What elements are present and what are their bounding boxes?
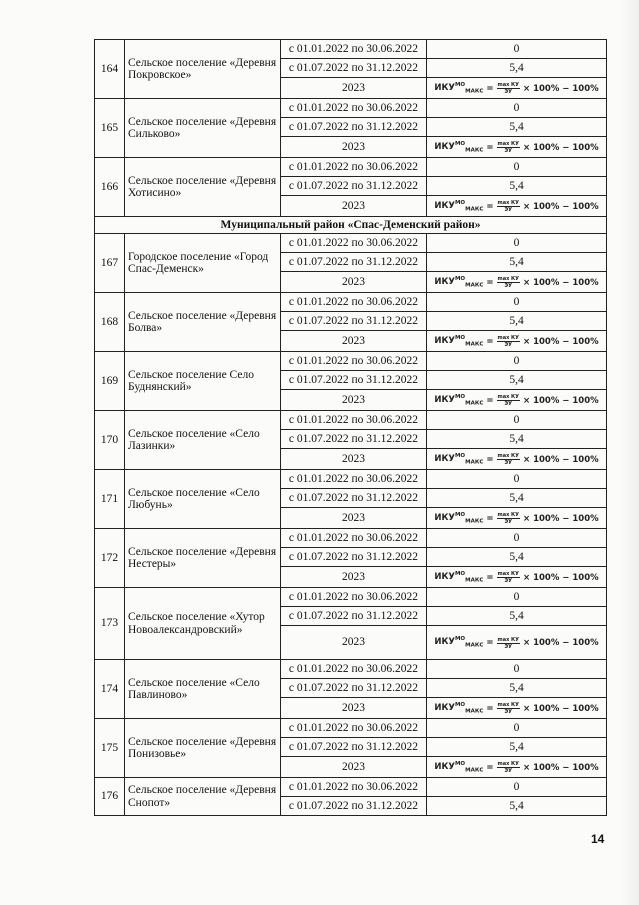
formula-rhs: × 100% − 100% bbox=[523, 83, 599, 94]
settlement-name: Сельское поселение «Деревня Хотисино» bbox=[125, 158, 281, 217]
formula-numerator: max КУ bbox=[497, 636, 519, 643]
formula-lhs-sup: МО bbox=[454, 334, 466, 341]
formula-lhs bbox=[434, 513, 483, 525]
value-first-half: 0 bbox=[427, 411, 607, 430]
row-number: 174 bbox=[95, 660, 125, 719]
value-first-half: 0 bbox=[427, 158, 607, 177]
formula-equals: = bbox=[486, 142, 494, 153]
row-number: 171 bbox=[95, 470, 125, 529]
formula-denominator: ЭУ bbox=[504, 401, 513, 408]
year-cell: 2023 bbox=[281, 449, 427, 470]
formula-lhs-symbol: ИКУ bbox=[434, 394, 455, 405]
formula-rhs: × 100% − 100% bbox=[523, 638, 599, 649]
period-second-half: с 01.07.2022 по 31.12.2022 bbox=[281, 177, 427, 196]
table-row bbox=[95, 40, 607, 59]
period-first-half: с 01.01.2022 по 30.06.2022 bbox=[281, 352, 427, 371]
formula-rhs: × 100% − 100% bbox=[523, 703, 599, 714]
formula-rhs: × 100% − 100% bbox=[523, 572, 599, 583]
formula-denominator: ЭУ bbox=[504, 709, 513, 716]
value-second-half: 5,4 bbox=[427, 371, 607, 390]
formula-cell bbox=[427, 390, 607, 411]
formula-lhs-symbol: ИКУ bbox=[434, 82, 455, 93]
formula-fraction bbox=[497, 571, 521, 584]
period-first-half: с 01.01.2022 по 30.06.2022 bbox=[281, 588, 427, 607]
index-formula bbox=[434, 141, 598, 154]
formula-denominator: ЭУ bbox=[504, 643, 513, 650]
period-second-half: с 01.07.2022 по 31.12.2022 bbox=[281, 679, 427, 698]
period-second-half: с 01.07.2022 по 31.12.2022 bbox=[281, 371, 427, 390]
formula-numerator: max КУ bbox=[497, 571, 519, 578]
formula-fraction bbox=[497, 453, 521, 466]
index-formula bbox=[434, 637, 598, 650]
formula-lhs bbox=[434, 142, 483, 154]
period-first-half: с 01.01.2022 по 30.06.2022 bbox=[281, 719, 427, 738]
formula-lhs-symbol: ИКУ bbox=[434, 512, 455, 523]
formula-lhs bbox=[434, 572, 483, 584]
formula-numerator: max КУ bbox=[497, 394, 519, 401]
formula-rhs: × 100% − 100% bbox=[523, 277, 599, 288]
settlement-name: Сельское поселение «Деревня Нестеры» bbox=[125, 529, 281, 588]
formula-cell bbox=[427, 757, 607, 778]
formula-lhs-sup: МО bbox=[454, 199, 466, 206]
period-first-half: с 01.01.2022 по 30.06.2022 bbox=[281, 529, 427, 548]
row-number: 164 bbox=[95, 40, 125, 99]
settlement-name: Сельское поселение Село Буднянский» bbox=[125, 352, 281, 411]
year-cell: 2023 bbox=[281, 567, 427, 588]
period-second-half: с 01.07.2022 по 31.12.2022 bbox=[281, 430, 427, 449]
formula-fraction bbox=[497, 276, 521, 289]
row-number: 172 bbox=[95, 529, 125, 588]
formula-fraction bbox=[497, 637, 521, 650]
period-second-half: с 01.07.2022 по 31.12.2022 bbox=[281, 607, 427, 626]
formula-lhs-sub: МАКС bbox=[465, 400, 484, 407]
table-row bbox=[95, 293, 607, 312]
formula-numerator: max КУ bbox=[497, 453, 519, 460]
settlement-name: Сельское поселение «Деревня Снопот» bbox=[125, 778, 281, 816]
formula-fraction bbox=[497, 394, 521, 407]
formula-cell bbox=[427, 331, 607, 352]
table-row bbox=[95, 778, 607, 797]
formula-equals: = bbox=[486, 703, 494, 714]
row-number: 175 bbox=[95, 719, 125, 778]
index-formula bbox=[434, 702, 598, 715]
formula-equals: = bbox=[486, 572, 494, 583]
formula-equals: = bbox=[486, 395, 494, 406]
table-row bbox=[95, 588, 607, 607]
formula-lhs-sup: МО bbox=[454, 275, 466, 282]
settlement-name: Сельское поселение «Село Любунь» bbox=[125, 470, 281, 529]
year-cell: 2023 bbox=[281, 272, 427, 293]
formula-lhs bbox=[434, 336, 483, 348]
formula-equals: = bbox=[486, 336, 494, 347]
period-second-half: с 01.07.2022 по 31.12.2022 bbox=[281, 59, 427, 78]
table-row bbox=[95, 411, 607, 430]
value-first-half: 0 bbox=[427, 719, 607, 738]
index-formula bbox=[434, 82, 598, 95]
period-second-half: с 01.07.2022 по 31.12.2022 bbox=[281, 253, 427, 272]
row-number: 167 bbox=[95, 234, 125, 293]
formula-denominator: ЭУ bbox=[504, 148, 513, 155]
formula-fraction bbox=[497, 512, 521, 525]
formula-numerator: max КУ bbox=[497, 512, 519, 519]
formula-lhs-sub: МАКС bbox=[465, 642, 484, 649]
table-row bbox=[95, 234, 607, 253]
year-cell: 2023 bbox=[281, 626, 427, 660]
period-second-half: с 01.07.2022 по 31.12.2022 bbox=[281, 738, 427, 757]
value-second-half: 5,4 bbox=[427, 548, 607, 567]
formula-lhs bbox=[434, 83, 483, 95]
formula-equals: = bbox=[486, 513, 494, 524]
formula-fraction bbox=[497, 82, 521, 95]
district-title: Муниципальный район «Спас-Деменский район» bbox=[95, 217, 607, 234]
value-second-half: 5,4 bbox=[427, 797, 607, 816]
row-number: 176 bbox=[95, 778, 125, 816]
formula-lhs-symbol: ИКУ bbox=[434, 141, 455, 152]
page-scan-edge bbox=[621, 0, 639, 905]
value-first-half: 0 bbox=[427, 352, 607, 371]
formula-lhs-symbol: ИКУ bbox=[434, 335, 455, 346]
formula-rhs: × 100% − 100% bbox=[523, 454, 599, 465]
formula-rhs: × 100% − 100% bbox=[523, 201, 599, 212]
formula-equals: = bbox=[486, 454, 494, 465]
formula-lhs-sup: МО bbox=[454, 760, 466, 767]
formula-cell bbox=[427, 137, 607, 158]
formula-lhs-symbol: ИКУ bbox=[434, 702, 455, 713]
formula-numerator: max КУ bbox=[497, 276, 519, 283]
formula-fraction bbox=[497, 200, 521, 213]
formula-lhs-sup: МО bbox=[454, 140, 466, 147]
formula-denominator: ЭУ bbox=[504, 519, 513, 526]
index-formula bbox=[434, 276, 598, 289]
row-number: 169 bbox=[95, 352, 125, 411]
period-second-half: с 01.07.2022 по 31.12.2022 bbox=[281, 489, 427, 508]
index-formula bbox=[434, 200, 598, 213]
formula-lhs-sup: МО bbox=[454, 636, 466, 643]
year-cell: 2023 bbox=[281, 137, 427, 158]
period-second-half: с 01.07.2022 по 31.12.2022 bbox=[281, 797, 427, 816]
period-first-half: с 01.01.2022 по 30.06.2022 bbox=[281, 411, 427, 430]
formula-denominator: ЭУ bbox=[504, 283, 513, 290]
row-number: 168 bbox=[95, 293, 125, 352]
table-row bbox=[95, 529, 607, 548]
value-first-half: 0 bbox=[427, 660, 607, 679]
period-first-half: с 01.01.2022 по 30.06.2022 bbox=[281, 470, 427, 489]
formula-numerator: max КУ bbox=[497, 702, 519, 709]
formula-lhs-sub: МАКС bbox=[465, 708, 484, 715]
formula-lhs-sup: МО bbox=[454, 81, 466, 88]
formula-lhs bbox=[434, 277, 483, 289]
formula-denominator: ЭУ bbox=[504, 342, 513, 349]
value-second-half: 5,4 bbox=[427, 177, 607, 196]
formula-equals: = bbox=[486, 277, 494, 288]
formula-lhs-sub: МАКС bbox=[465, 282, 484, 289]
value-second-half: 5,4 bbox=[427, 430, 607, 449]
page-number: 14 bbox=[591, 832, 605, 846]
period-second-half: с 01.07.2022 по 31.12.2022 bbox=[281, 118, 427, 137]
index-formula bbox=[434, 335, 598, 348]
formula-lhs-symbol: ИКУ bbox=[434, 637, 455, 648]
value-second-half: 5,4 bbox=[427, 118, 607, 137]
formula-rhs: × 100% − 100% bbox=[523, 336, 599, 347]
formula-lhs-symbol: ИКУ bbox=[434, 761, 455, 772]
value-second-half: 5,4 bbox=[427, 253, 607, 272]
table-row bbox=[95, 352, 607, 371]
row-number: 165 bbox=[95, 99, 125, 158]
period-first-half: с 01.01.2022 по 30.06.2022 bbox=[281, 158, 427, 177]
formula-lhs bbox=[434, 395, 483, 407]
formula-denominator: ЭУ bbox=[504, 89, 513, 96]
formula-cell bbox=[427, 508, 607, 529]
value-second-half: 5,4 bbox=[427, 679, 607, 698]
row-number: 173 bbox=[95, 588, 125, 660]
formula-equals: = bbox=[486, 638, 494, 649]
settlement-name: Сельское поселение «Деревня Болва» bbox=[125, 293, 281, 352]
table-row bbox=[95, 660, 607, 679]
settlement-name: Сельское поселение «Хутор Новоалександровский» bbox=[125, 588, 281, 660]
formula-cell bbox=[427, 196, 607, 217]
formula-fraction bbox=[497, 335, 521, 348]
table-row bbox=[95, 470, 607, 489]
table-body bbox=[95, 40, 607, 816]
year-cell: 2023 bbox=[281, 698, 427, 719]
formula-cell bbox=[427, 626, 607, 660]
district-row bbox=[95, 217, 607, 234]
formula-lhs-sub: МАКС bbox=[465, 459, 484, 466]
settlement-name: Городское поселение «Город Спас-Деменск» bbox=[125, 234, 281, 293]
period-first-half: с 01.01.2022 по 30.06.2022 bbox=[281, 234, 427, 253]
tariff-index-table bbox=[94, 39, 607, 816]
formula-fraction bbox=[497, 141, 521, 154]
formula-cell bbox=[427, 272, 607, 293]
year-cell: 2023 bbox=[281, 757, 427, 778]
formula-fraction bbox=[497, 761, 521, 774]
formula-numerator: max КУ bbox=[497, 200, 519, 207]
formula-numerator: max КУ bbox=[497, 141, 519, 148]
formula-denominator: ЭУ bbox=[504, 768, 513, 775]
formula-rhs: × 100% − 100% bbox=[523, 762, 599, 773]
formula-lhs bbox=[434, 637, 483, 649]
formula-denominator: ЭУ bbox=[504, 578, 513, 585]
formula-fraction bbox=[497, 702, 521, 715]
index-formula bbox=[434, 512, 598, 525]
formula-lhs bbox=[434, 703, 483, 715]
formula-lhs-sup: МО bbox=[454, 701, 466, 708]
settlement-name: Сельское поселение «Деревня Понизовье» bbox=[125, 719, 281, 778]
formula-lhs-symbol: ИКУ bbox=[434, 276, 455, 287]
year-cell: 2023 bbox=[281, 78, 427, 99]
value-second-half: 5,4 bbox=[427, 607, 607, 626]
formula-cell bbox=[427, 449, 607, 470]
formula-lhs-sup: МО bbox=[454, 393, 466, 400]
value-first-half: 0 bbox=[427, 293, 607, 312]
value-first-half: 0 bbox=[427, 529, 607, 548]
value-second-half: 5,4 bbox=[427, 738, 607, 757]
period-first-half: с 01.01.2022 по 30.06.2022 bbox=[281, 778, 427, 797]
formula-numerator: max КУ bbox=[497, 335, 519, 342]
value-first-half: 0 bbox=[427, 588, 607, 607]
year-cell: 2023 bbox=[281, 390, 427, 411]
value-second-half: 5,4 bbox=[427, 489, 607, 508]
formula-lhs-sub: МАКС bbox=[465, 518, 484, 525]
formula-lhs-sub: МАКС bbox=[465, 341, 484, 348]
formula-rhs: × 100% − 100% bbox=[523, 142, 599, 153]
formula-lhs-sup: МО bbox=[454, 452, 466, 459]
year-cell: 2023 bbox=[281, 508, 427, 529]
formula-numerator: max КУ bbox=[497, 82, 519, 89]
formula-cell bbox=[427, 698, 607, 719]
period-first-half: с 01.01.2022 по 30.06.2022 bbox=[281, 660, 427, 679]
year-cell: 2023 bbox=[281, 196, 427, 217]
formula-denominator: ЭУ bbox=[504, 207, 513, 214]
formula-lhs-sub: МАКС bbox=[465, 206, 484, 213]
formula-lhs-sub: МАКС bbox=[465, 147, 484, 154]
formula-lhs-sup: МО bbox=[454, 570, 466, 577]
value-first-half: 0 bbox=[427, 470, 607, 489]
formula-equals: = bbox=[486, 762, 494, 773]
formula-lhs-sub: МАКС bbox=[465, 88, 484, 95]
formula-rhs: × 100% − 100% bbox=[523, 513, 599, 524]
formula-lhs bbox=[434, 201, 483, 213]
settlement-name: Сельское поселение «Деревня Покровское» bbox=[125, 40, 281, 99]
formula-equals: = bbox=[486, 83, 494, 94]
formula-lhs-symbol: ИКУ bbox=[434, 200, 455, 211]
row-number: 170 bbox=[95, 411, 125, 470]
value-second-half: 5,4 bbox=[427, 59, 607, 78]
index-formula bbox=[434, 394, 598, 407]
formula-cell bbox=[427, 78, 607, 99]
period-first-half: с 01.01.2022 по 30.06.2022 bbox=[281, 40, 427, 59]
settlement-name: Сельское поселение «Деревня Сильково» bbox=[125, 99, 281, 158]
formula-lhs-sup: МО bbox=[454, 511, 466, 518]
value-second-half: 5,4 bbox=[427, 312, 607, 331]
value-first-half: 0 bbox=[427, 234, 607, 253]
formula-denominator: ЭУ bbox=[504, 460, 513, 467]
index-formula bbox=[434, 761, 598, 774]
formula-numerator: max КУ bbox=[497, 761, 519, 768]
period-second-half: с 01.07.2022 по 31.12.2022 bbox=[281, 548, 427, 567]
formula-lhs-sub: МАКС bbox=[465, 767, 484, 774]
value-first-half: 0 bbox=[427, 99, 607, 118]
index-formula bbox=[434, 453, 598, 466]
settlement-name: Сельское поселение «Село Павлиново» bbox=[125, 660, 281, 719]
index-formula bbox=[434, 571, 598, 584]
table-row bbox=[95, 99, 607, 118]
value-first-half: 0 bbox=[427, 40, 607, 59]
year-cell: 2023 bbox=[281, 331, 427, 352]
formula-cell bbox=[427, 567, 607, 588]
settlement-name: Сельское поселение «Село Лазинки» bbox=[125, 411, 281, 470]
period-first-half: с 01.01.2022 по 30.06.2022 bbox=[281, 293, 427, 312]
value-first-half: 0 bbox=[427, 778, 607, 797]
formula-lhs bbox=[434, 762, 483, 774]
table-row bbox=[95, 719, 607, 738]
formula-rhs: × 100% − 100% bbox=[523, 395, 599, 406]
formula-lhs-sub: МАКС bbox=[465, 577, 484, 584]
formula-lhs-symbol: ИКУ bbox=[434, 571, 455, 582]
formula-lhs-symbol: ИКУ bbox=[434, 453, 455, 464]
period-first-half: с 01.01.2022 по 30.06.2022 bbox=[281, 99, 427, 118]
formula-lhs bbox=[434, 454, 483, 466]
table-row bbox=[95, 158, 607, 177]
row-number: 166 bbox=[95, 158, 125, 217]
formula-equals: = bbox=[486, 201, 494, 212]
period-second-half: с 01.07.2022 по 31.12.2022 bbox=[281, 312, 427, 331]
